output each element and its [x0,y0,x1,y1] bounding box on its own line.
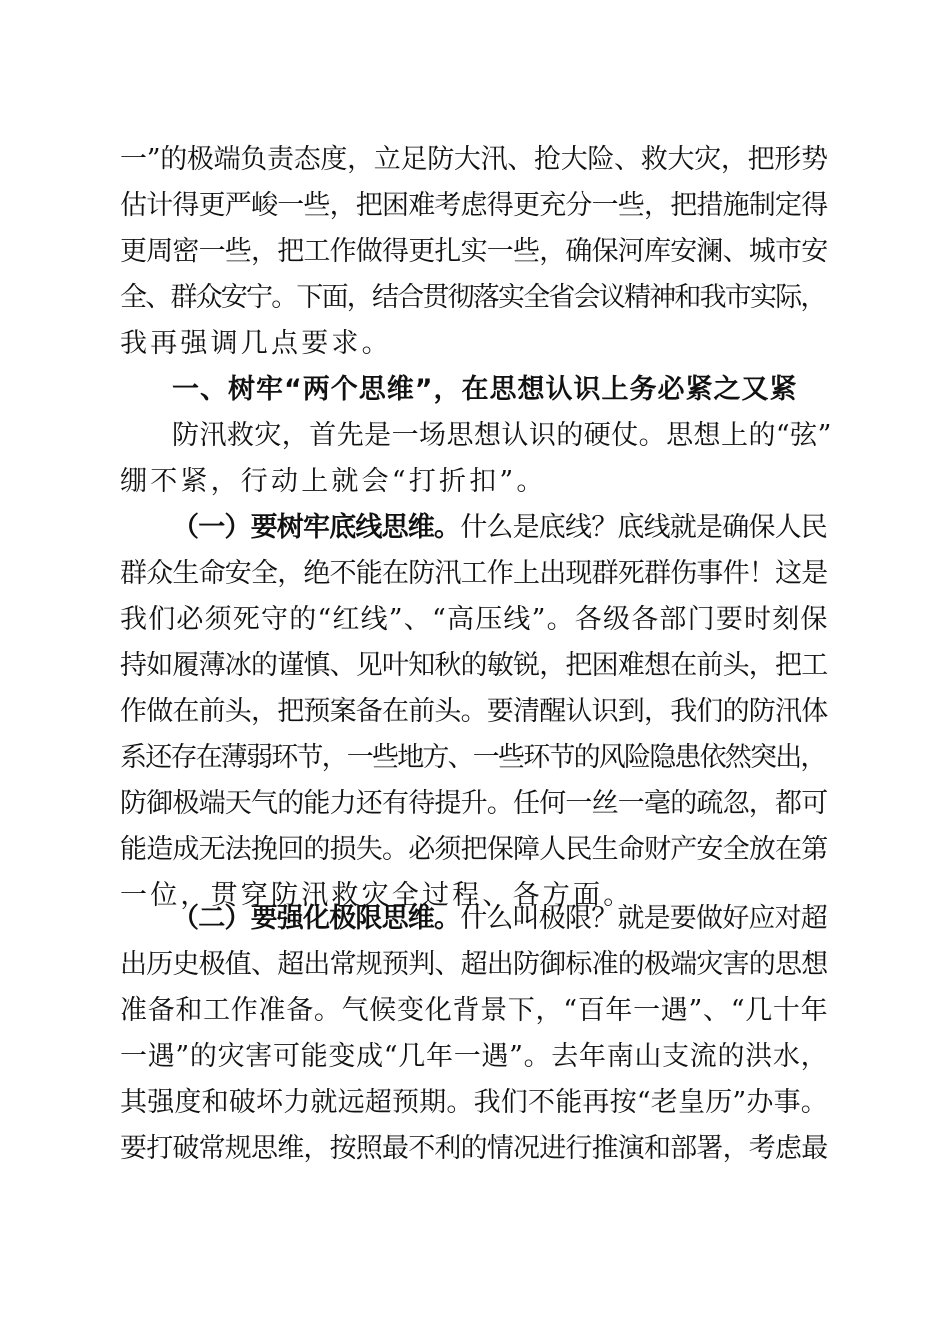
section-heading: 一、树牢“两个思维”，在思想认识上务必紧之又紧 [172,374,798,405]
text-line: 防御极端天气的能力还有待提升。任何一丝一毫的疏忽，都可 [120,788,828,819]
text-line: 出历史极值、超出常规预判、超出防御标准的极端灾害的思想 [120,949,828,980]
text-line: 作做在前头，把预案备在前头。要清醒认识到，我们的防汛体 [120,696,828,727]
text-run: 什么叫极限？就是要做好应对超 [460,903,828,934]
text-line: 准备和工作准备。气候变化背景下，“百年一遇”、“几十年 [120,995,829,1026]
text-line: 系还存在薄弱环节，一些地方、一些环节的风险隐患依然突出， [120,742,826,773]
text-line: 估计得更严峻一些，把困难考虑得更充分一些，把措施制定得 [120,190,828,221]
paragraph-section-intro [120,413,832,505]
text-line: 其强度和破坏力就远超预期。我们不能再按“老皇历”办事。 [120,1087,829,1118]
subsection-first-line [120,505,832,551]
text-line: 群众生命安全，绝不能在防汛工作上出现群死群伤事件！这是 [120,558,828,589]
text-line: 一遇”的灾害可能变成“几年一遇”。去年南山支流的洪水， [120,1041,829,1072]
text-line: 一”的极端负责态度，立足防大汛、抢大险、救大灾，把形势 [120,144,828,175]
text-line: 一位，贯穿防汛救灾全过程、各方面。 [120,880,634,911]
text-line: 能造成无法挽回的损失。必须把保障人民生命财产安全放在第 [120,834,828,865]
subsection-heading: （一）要树牢底线思维。 [172,512,461,543]
subsection-bottom-line-thinking [120,505,832,919]
text-line: 持如履薄冰的谨慎、见叶知秋的敏锐，把困难想在前头，把工 [120,650,828,681]
text-line: 全、群众安宁。下面，结合贯彻落实全省会议精神和我市实际， [120,282,826,313]
text-line: 我们必须死守的“红线”、“高压线”。各级各部门要时刻保 [120,604,829,635]
text-line: 防汛救灾，首先是一场思想认识的硬仗。思想上的“弦” [172,420,832,451]
text-line: 更周密一些，把工作做得更扎实一些，确保河库安澜、城市安 [120,236,828,267]
subsection-first-line [120,896,832,942]
subsection-limit-thinking [120,896,832,1172]
subsection-heading: （二）要强化极限思维。 [172,903,461,934]
text-run: 什么是底线？底线就是确保人民 [460,512,828,543]
paragraph-intro [120,137,832,367]
section-heading-block [120,367,832,413]
text-line: 绷不紧，行动上就会“打折扣”。 [120,466,547,497]
text-line: 要打破常规思维，按照最不利的情况进行推演和部署，考虑最 [120,1133,828,1164]
text-line: 我再强调几点要求。 [120,328,392,359]
